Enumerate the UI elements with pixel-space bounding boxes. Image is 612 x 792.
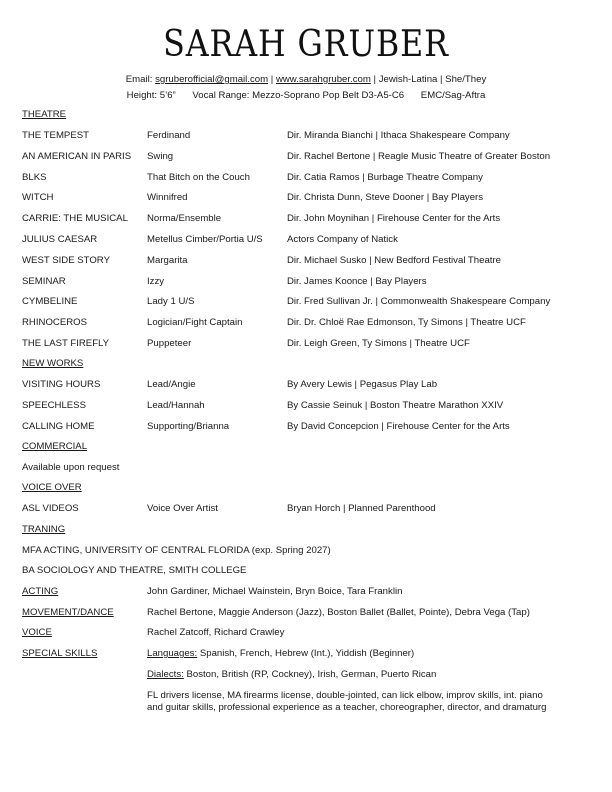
credit-title: THE LAST FIREFLY — [22, 338, 110, 349]
note-text: Available upon request — [22, 462, 120, 473]
credit-role: Winnifred — [147, 192, 188, 204]
credit-role: Swing — [147, 150, 174, 162]
section-heading-training — [0, 524, 612, 538]
training-voice-row — [0, 627, 612, 641]
section-heading: THEATRE — [22, 109, 67, 120]
credit-director: Actors Company of Natick — [287, 234, 398, 245]
languages-entry — [147, 648, 414, 659]
credit-director: Dir. Dr. Chloë Rae Edmonson, Ty Simons | Theatre UCF — [287, 317, 526, 329]
credit-title: AN AMERICAN IN PARIS — [22, 150, 132, 162]
credit-director: Dir. Christa Dunn, Steve Dooner | Bay Players — [287, 192, 484, 204]
credit-title: SPEECHLESS — [22, 399, 86, 411]
credit-title: CALLING HOME — [22, 420, 95, 432]
section-heading-new-works — [0, 358, 612, 372]
credit-role: Logician/Fight Captain — [147, 317, 243, 329]
contact-line — [0, 74, 612, 85]
credit-title: THE TEMPEST — [22, 130, 89, 141]
credit-row — [0, 130, 612, 144]
credit-director: Dir. James Koonce | Bay Players — [287, 275, 427, 287]
degree-row — [0, 565, 612, 579]
vocal-range-text: Vocal Range: Mezzo-Soprano Pop Belt D3-A5-C6 — [192, 90, 405, 101]
languages-label: Languages: — [147, 648, 198, 659]
training-acting-row — [0, 586, 612, 600]
other-skills-line: and guitar skills, professional experience as a teacher, choreographer, director, and dramaturg — [147, 702, 547, 713]
section-heading: COMMERCIAL — [22, 441, 88, 452]
credit-row — [0, 255, 612, 269]
training-value: John Gardiner, Michael Wainstein, Bryn Boice, Tara Franklin — [147, 586, 403, 597]
training-value: Rachel Bertone, Maggie Anderson (Jazz), Boston Ballet (Ballet, Pointe), Debra Vega (Tap) — [147, 607, 530, 618]
credit-row — [0, 338, 612, 352]
union-text: EMC/Sag-Aftra — [420, 90, 486, 101]
credit-director: By Cassie Seinuk | Boston Theatre Marathon XXIV — [287, 399, 504, 411]
languages-value: Spanish, French, Hebrew (Int.), Yiddish (Beginner) — [199, 648, 415, 659]
credit-role: Izzy — [147, 275, 165, 287]
credit-title: WITCH — [22, 192, 54, 204]
email-link[interactable]: sgruberofficial@gmail.com — [155, 74, 269, 85]
credit-director: Dir. Leigh Green, Ty Simons | Theatre UCF — [287, 338, 470, 349]
degree-text: MFA ACTING, UNIVERSITY OF CENTRAL FLORIDA (exp. Spring 2027) — [22, 545, 331, 556]
credit-director: Bryan Horch | Planned Parenthood — [287, 503, 436, 514]
credit-row — [0, 192, 612, 206]
credit-director: Dir. Miranda Bianchi | Ithaca Shakespeare Company — [287, 130, 510, 141]
section-heading: VOICE OVER — [22, 482, 82, 493]
credit-director: By David Concepcion | Firehouse Center for the Arts — [287, 420, 510, 432]
credit-row — [0, 421, 612, 435]
credit-row — [0, 400, 612, 414]
credit-director: Dir. Rachel Bertone | Reagle Music Theatre of Greater Boston — [287, 150, 551, 162]
other-skills-line: FL drivers license, MA firearms license, double-jointed, can lick elbow, improv skills, int. piano — [147, 690, 543, 701]
dialects-value: Boston, British (RP, Cockney), Irish, German, Puerto Rican — [186, 669, 437, 680]
dialects-row — [0, 669, 612, 683]
credit-row — [0, 317, 612, 331]
credit-title: JULIUS CAESAR — [22, 234, 98, 245]
training-label: MOVEMENT/DANCE — [22, 607, 114, 618]
other-skills-text — [147, 690, 577, 714]
credit-director: Dir. Michael Susko | New Bedford Festival Theatre — [287, 254, 501, 266]
credit-director: Dir. Catia Ramos | Burbage Theatre Company — [287, 171, 483, 183]
credit-role: Lead/Angie — [147, 379, 196, 390]
height-text: Height: 5’6” — [126, 90, 176, 101]
credit-role: Lady 1 U/S — [147, 296, 195, 308]
special-skills-row — [0, 648, 612, 662]
credit-role: Puppeteer — [147, 338, 192, 349]
credit-director: By Avery Lewis | Pegasus Play Lab — [287, 379, 438, 390]
credit-row — [0, 379, 612, 393]
training-label: VOICE — [22, 627, 52, 638]
degree-text: BA SOCIOLOGY AND THEATRE, SMITH COLLEGE — [22, 565, 247, 576]
separator: | — [373, 74, 377, 85]
credit-role: Margarita — [147, 254, 188, 266]
website-link[interactable]: www.sarahgruber.com — [275, 74, 371, 85]
credit-row — [0, 296, 612, 310]
credit-title: WEST SIDE STORY — [22, 254, 110, 266]
resume-name: SARAH GRUBER — [163, 24, 449, 65]
training-label: ACTING — [22, 586, 59, 597]
degree-row — [0, 545, 612, 559]
dialects-label: Dialects: — [147, 669, 184, 680]
stats-line — [0, 90, 612, 101]
credit-title: RHINOCEROS — [22, 317, 88, 329]
credit-role: Ferdinand — [147, 130, 191, 141]
section-heading: TRANING — [22, 524, 66, 535]
identity-text: Jewish-Latina | She/They — [378, 74, 487, 85]
credit-role: That Bitch on the Couch — [147, 171, 250, 183]
credit-title: VISITING HOURS — [22, 379, 101, 390]
training-value: Rachel Zatcoff, Richard Crawley — [147, 627, 285, 638]
credit-row — [0, 172, 612, 186]
credit-role: Norma/Ensemble — [147, 213, 222, 225]
credit-title: CARRIE: THE MUSICAL — [22, 213, 128, 225]
credit-title: SEMINAR — [22, 275, 66, 287]
dialects-entry — [147, 669, 436, 680]
credit-row — [0, 234, 612, 248]
credit-row — [0, 151, 612, 165]
section-heading-theatre — [0, 109, 612, 123]
email-label: Email: — [125, 74, 153, 85]
credit-role: Metellus Cimber/Portia U/S — [147, 234, 263, 245]
credit-row — [0, 213, 612, 227]
commercial-note — [0, 462, 612, 476]
separator: | — [270, 74, 274, 85]
credit-row — [0, 276, 612, 290]
credit-row — [0, 503, 612, 517]
credit-director: Dir. John Moynihan | Firehouse Center for the Arts — [287, 213, 501, 225]
section-heading-voice-over — [0, 482, 612, 496]
section-heading-commercial — [0, 441, 612, 455]
credit-title: ASL VIDEOS — [22, 503, 79, 514]
credit-director: Dir. Fred Sullivan Jr. | Commonwealth Shakespeare Company — [287, 296, 551, 308]
credit-role: Voice Over Artist — [147, 503, 218, 514]
training-movement-row — [0, 607, 612, 621]
training-label: SPECIAL SKILLS — [22, 648, 98, 659]
credit-title: BLKS — [22, 171, 47, 183]
credit-role: Lead/Hannah — [147, 399, 205, 411]
credit-role: Supporting/Brianna — [147, 420, 230, 432]
credit-title: CYMBELINE — [22, 296, 78, 308]
section-heading: NEW WORKS — [22, 358, 84, 369]
